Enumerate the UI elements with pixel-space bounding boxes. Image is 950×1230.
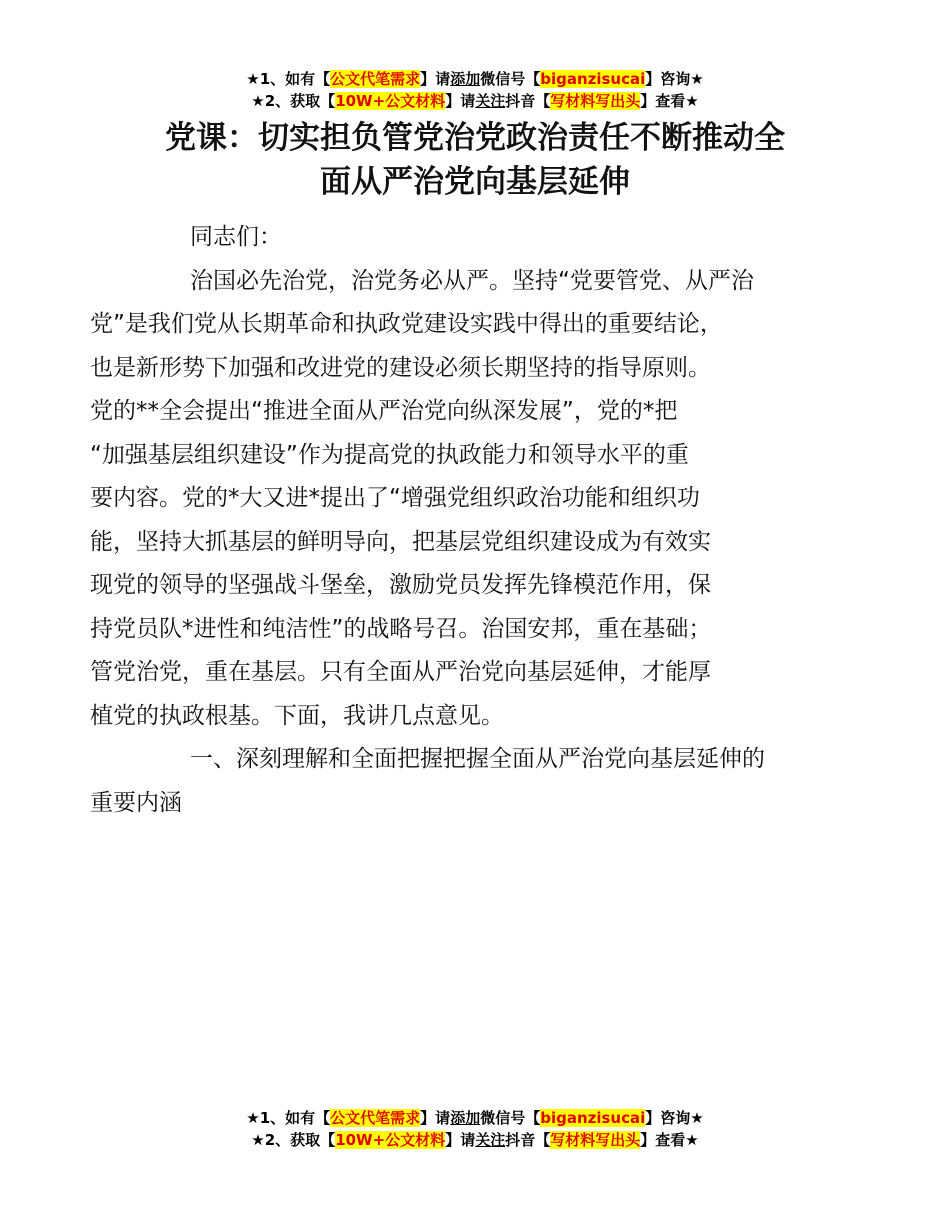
- promo-text: 微信号【: [480, 1109, 541, 1127]
- paragraph-line: 管党治党，重在基层。只有全面从严治党向基层延伸，才能厚: [90, 659, 711, 685]
- greeting-text: 同志们：: [190, 224, 282, 250]
- promo-text: ★1、如有【: [246, 70, 331, 88]
- promo-underline: 添加: [450, 1109, 481, 1127]
- promo-text: 抖音【: [505, 92, 551, 110]
- promo-text: 】查看★: [640, 1131, 699, 1149]
- promo-highlight: 写材料写出头: [550, 92, 641, 110]
- paragraph-line: 植党的执政根基。下面，我讲几点意见。: [90, 702, 504, 729]
- header-promo-banner: [0, 68, 950, 112]
- footer-promo-banner: [0, 1107, 950, 1151]
- promo-highlight: 写材料写出头: [550, 1131, 641, 1149]
- promo-text: ★1、如有【: [246, 1109, 331, 1127]
- promo-text: 】请: [420, 1109, 451, 1127]
- promo-highlight: biganzisucai: [540, 70, 646, 88]
- title-line-2: 面从严治党向基层延伸: [320, 164, 630, 200]
- document-title: [100, 116, 850, 204]
- promo-text: 抖音【: [505, 1131, 551, 1149]
- title-line-1: 党课：切实担负管党治党政治责任不断推动全: [165, 120, 785, 156]
- document-body: [90, 216, 830, 825]
- promo-highlight: 公文代笔需求: [330, 1109, 421, 1127]
- promo-text: 】咨询★: [645, 70, 704, 88]
- paragraph-line: 能，坚持大抓基层的鲜明导向，把基层党组织建设成为有效实: [90, 528, 711, 555]
- promo-underline: 关注: [475, 92, 506, 110]
- greeting: [140, 216, 830, 260]
- paragraph-line: 党的**全会提出“推进全面从严治党向纵深发展”，党的*把: [90, 398, 678, 424]
- promo-line-2: [0, 1129, 950, 1151]
- promo-text: ★2、获取【: [251, 92, 336, 110]
- promo-underline: 添加: [450, 70, 481, 88]
- paragraph-line: 要内容。党的*大又进*提出了“增强党组织政治功能和组织功: [90, 485, 700, 511]
- paragraph-line: 现党的领导的坚强战斗堡垒，激励党员发挥先锋模范作用，保: [90, 572, 711, 598]
- promo-highlight: biganzisucai: [540, 1109, 646, 1127]
- promo-line-2: [0, 90, 950, 112]
- paragraph-line: 党”是我们党从长期革命和执政党建设实践中得出的重要结论，: [90, 311, 723, 337]
- promo-line-1: [0, 68, 950, 90]
- promo-text: 微信号【: [480, 70, 541, 88]
- promo-text: 】请: [445, 1131, 476, 1149]
- heading-line: 一、深刻理解和全面把握把握全面从严治党向基层延伸的: [190, 746, 765, 772]
- paragraph-line: 也是新形势下加强和改进党的建设必须长期坚持的指导原则。: [90, 354, 711, 381]
- promo-text: 】请: [445, 92, 476, 110]
- paragraph-1: [90, 260, 830, 739]
- promo-text: 】请: [420, 70, 451, 88]
- section-heading-1: [90, 738, 830, 825]
- paragraph-line: 治国必先治党，治党务必从严。坚持“党要管党、从严治: [190, 267, 754, 294]
- paragraph-line: 持党员队*进性和纯洁性”的战略号召。治国安邦，重在基础；: [90, 615, 712, 642]
- promo-highlight: 10W+公文材料: [335, 1131, 446, 1149]
- promo-line-1: [0, 1107, 950, 1129]
- paragraph-line: “加强基层组织建设”作为提高党的执政能力和领导水平的重: [90, 441, 689, 468]
- promo-underline: 关注: [475, 1131, 506, 1149]
- heading-line: 重要内涵: [90, 789, 182, 816]
- promo-highlight: 10W+公文材料: [335, 92, 446, 110]
- promo-highlight: 公文代笔需求: [330, 70, 421, 88]
- promo-text: 】咨询★: [645, 1109, 704, 1127]
- promo-text: 】查看★: [640, 92, 699, 110]
- promo-text: ★2、获取【: [251, 1131, 336, 1149]
